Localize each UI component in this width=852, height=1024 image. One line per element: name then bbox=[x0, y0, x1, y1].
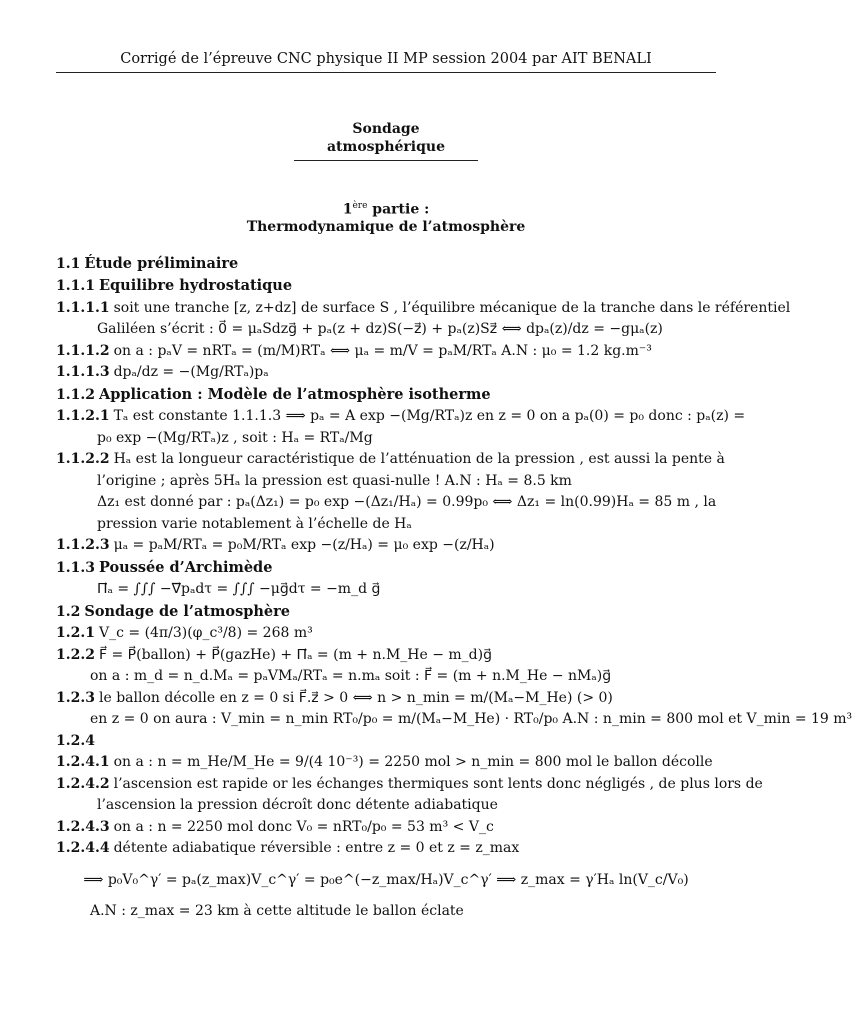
body-line bbox=[56, 819, 716, 837]
section-number: 1.1.1 bbox=[56, 278, 95, 295]
document-body bbox=[56, 254, 852, 921]
body-line bbox=[56, 733, 716, 751]
section-number: 1.2.1 bbox=[56, 625, 95, 642]
line-text: l’ascension est rapide or les échanges thermiques sont lents donc négligés , de plus lors de bbox=[113, 775, 763, 792]
section-heading bbox=[56, 255, 716, 274]
section-heading bbox=[56, 603, 716, 622]
section-number: 1.2.4 bbox=[56, 732, 95, 749]
section-number: 1.1.2.2 bbox=[56, 451, 110, 468]
line-text: on a : n = 2250 mol donc V₀ = nRT₀/p₀ = 53 m³ < V_c bbox=[113, 818, 494, 835]
body-line bbox=[56, 668, 716, 686]
line-text: p₀ exp −(Mg/RTₐ)z , soit : Hₐ = RTₐ/Mg bbox=[97, 429, 373, 446]
line-text: Tₐ est constante 1.1.1.3 ⟹ pₐ = A exp −(Mg/RTₐ)z en z = 0 on a pₐ(0) = p₀ donc : pₐ(z) = bbox=[113, 408, 746, 425]
body-line bbox=[56, 625, 716, 643]
line-text: A.N : z_max = 23 km à cette altitude le ballon éclate bbox=[90, 903, 464, 920]
body-line bbox=[56, 473, 716, 491]
line-text: l’origine ; après 5Hₐ la pression est quasi-nulle ! A.N : Hₐ = 8.5 km bbox=[97, 472, 572, 489]
section-number: 1.2.3 bbox=[56, 689, 95, 706]
line-text: ⟹ p₀V₀^γ′ = pₐ(z_max)V_c^γ′ = p₀e^(−z_max/Hₐ)V_c^γ′ ⟹ z_max = γ′Hₐ ln(V_c/V₀) bbox=[83, 871, 689, 888]
line-text: on a : n = m_He/M_He = 9/(4 10⁻³) = 2250 mol > n_min = 800 mol le ballon décolle bbox=[113, 754, 713, 771]
line-text: Étude préliminaire bbox=[84, 254, 239, 272]
section-number: 1.2.4.4 bbox=[56, 840, 110, 857]
body-line bbox=[56, 711, 852, 729]
section-number: 1.1.2.1 bbox=[56, 408, 110, 425]
part-heading bbox=[56, 201, 716, 237]
section-number: 1.1.1.3 bbox=[56, 364, 110, 381]
line-text: Δz₁ est donné par : pₐ(Δz₁) = p₀ exp −(Δz₁/Hₐ) = 0.99p₀ ⟺ Δz₁ = ln(0.99)Hₐ = 85 m , la bbox=[97, 494, 717, 511]
body-line bbox=[56, 408, 746, 426]
body-line bbox=[56, 754, 716, 772]
line-text: Hₐ est la longueur caractéristique de l’atténuation de la pression , est aussi la pente à bbox=[113, 451, 725, 468]
running-head: Corrigé de l’épreuve CNC physique II MP session 2004 par AIT BENALI bbox=[56, 50, 716, 73]
line-text: Sondage de l’atmosphère bbox=[84, 602, 291, 620]
line-text: Poussée d’Archimède bbox=[98, 558, 273, 576]
line-text: V_c = (4π/3)(φ_c³/8) = 268 m³ bbox=[98, 625, 313, 642]
line-text: le ballon décolle en z = 0 si F⃗.z⃗ > 0 ⟺ n > n_min = m/(Mₐ−M_He) (> 0) bbox=[98, 689, 613, 706]
section-number: 1.2 bbox=[56, 603, 81, 620]
body-line bbox=[56, 494, 716, 512]
part-number: 1 bbox=[342, 201, 353, 218]
section-number: 1.1.2.3 bbox=[56, 537, 110, 554]
body-line bbox=[56, 299, 791, 318]
body-line bbox=[56, 775, 763, 794]
line-text: on a : m_d = n_d.Mₐ = pₐVMₐ/RTₐ = n.mₐ soit : F⃗ = (m + n.M_He − nMₐ)g⃗ bbox=[90, 668, 612, 685]
line-text: pression varie notablement à l’échelle de Hₐ bbox=[97, 515, 412, 532]
line-text: détente adiabatique réversible : entre z = 0 et z = z_max bbox=[113, 840, 520, 857]
body-line bbox=[56, 364, 716, 382]
section-number: 1.1.3 bbox=[56, 559, 95, 576]
body-line bbox=[56, 537, 716, 555]
section-number: 1.2.4.2 bbox=[56, 775, 110, 792]
section-number: 1.2.2 bbox=[56, 646, 95, 663]
body-line bbox=[56, 797, 716, 815]
line-text: dpₐ/dz = −(Mg/RTₐ)pₐ bbox=[113, 364, 269, 381]
document-page bbox=[56, 50, 852, 921]
document-title: Sondage atmosphérique bbox=[294, 121, 478, 161]
body-line bbox=[56, 690, 716, 708]
section-number: 1.2.4.1 bbox=[56, 754, 110, 771]
body-line bbox=[56, 430, 716, 448]
section-number: 1.1.1.2 bbox=[56, 342, 110, 359]
body-line bbox=[56, 321, 716, 339]
line-text: Galiléen s’écrit : 0⃗ = μₐSdzg⃗ + pₐ(z + dz)S(−z⃗) + pₐ(z)Sz⃗ ⟺ dpₐ(z)/dz = −gμₐ(z) bbox=[97, 321, 663, 338]
section-heading bbox=[56, 277, 716, 296]
line-text: on a : pₐV = nRTₐ = (m/M)RTₐ ⟺ μₐ = m/V = pₐM/RTₐ A.N : μ₀ = 1.2 kg.m⁻³ bbox=[113, 342, 652, 359]
body-line bbox=[56, 903, 716, 921]
body-line bbox=[56, 840, 716, 858]
line-text: F⃗ = P⃗(ballon) + P⃗(gazHe) + Π⃗ₐ = (m + n.M_He − m_d)g⃗ bbox=[98, 646, 492, 663]
section-number: 1.1.2 bbox=[56, 386, 95, 403]
line-text: Equilibre hydrostatique bbox=[98, 277, 293, 295]
body-line bbox=[56, 516, 716, 534]
part-word: partie : bbox=[367, 201, 430, 218]
section-heading bbox=[56, 386, 716, 405]
body-line bbox=[56, 581, 716, 599]
body-line bbox=[56, 647, 716, 665]
line-text: en z = 0 on aura : V_min = n_min RT₀/p₀ = m/(Mₐ−M_He) · RT₀/p₀ A.N : n_min = 800 mol et V_min = 19 m³ bbox=[90, 711, 852, 728]
part-title: Thermodynamique de l’atmosphère bbox=[246, 219, 526, 236]
part-superscript: ère bbox=[352, 201, 368, 212]
line-text: soit une tranche [z, z+dz] de surface S , l’équilibre mécanique de la tranche dans le référentiel bbox=[113, 299, 791, 316]
line-text: μₐ = pₐM/RTₐ = p₀M/RTₐ exp −(z/Hₐ) = μ₀ exp −(z/Hₐ) bbox=[113, 537, 495, 554]
body-line bbox=[56, 872, 716, 890]
section-number: 1.1 bbox=[56, 255, 81, 272]
line-text: Π⃗ₐ = ∫∫∫ −∇⃗pₐdτ = ∫∫∫ −μg⃗dτ = −m_d g⃗ bbox=[97, 581, 381, 598]
section-heading bbox=[56, 559, 716, 578]
section-number: 1.1.1.1 bbox=[56, 299, 110, 316]
line-text: l’ascension la pression décroît donc détente adiabatique bbox=[97, 797, 498, 814]
title-block bbox=[56, 121, 716, 161]
body-line bbox=[56, 343, 716, 361]
line-text: Application : Modèle de l’atmosphère isotherme bbox=[98, 385, 491, 403]
body-line bbox=[56, 451, 725, 469]
section-number: 1.2.4.3 bbox=[56, 818, 110, 835]
